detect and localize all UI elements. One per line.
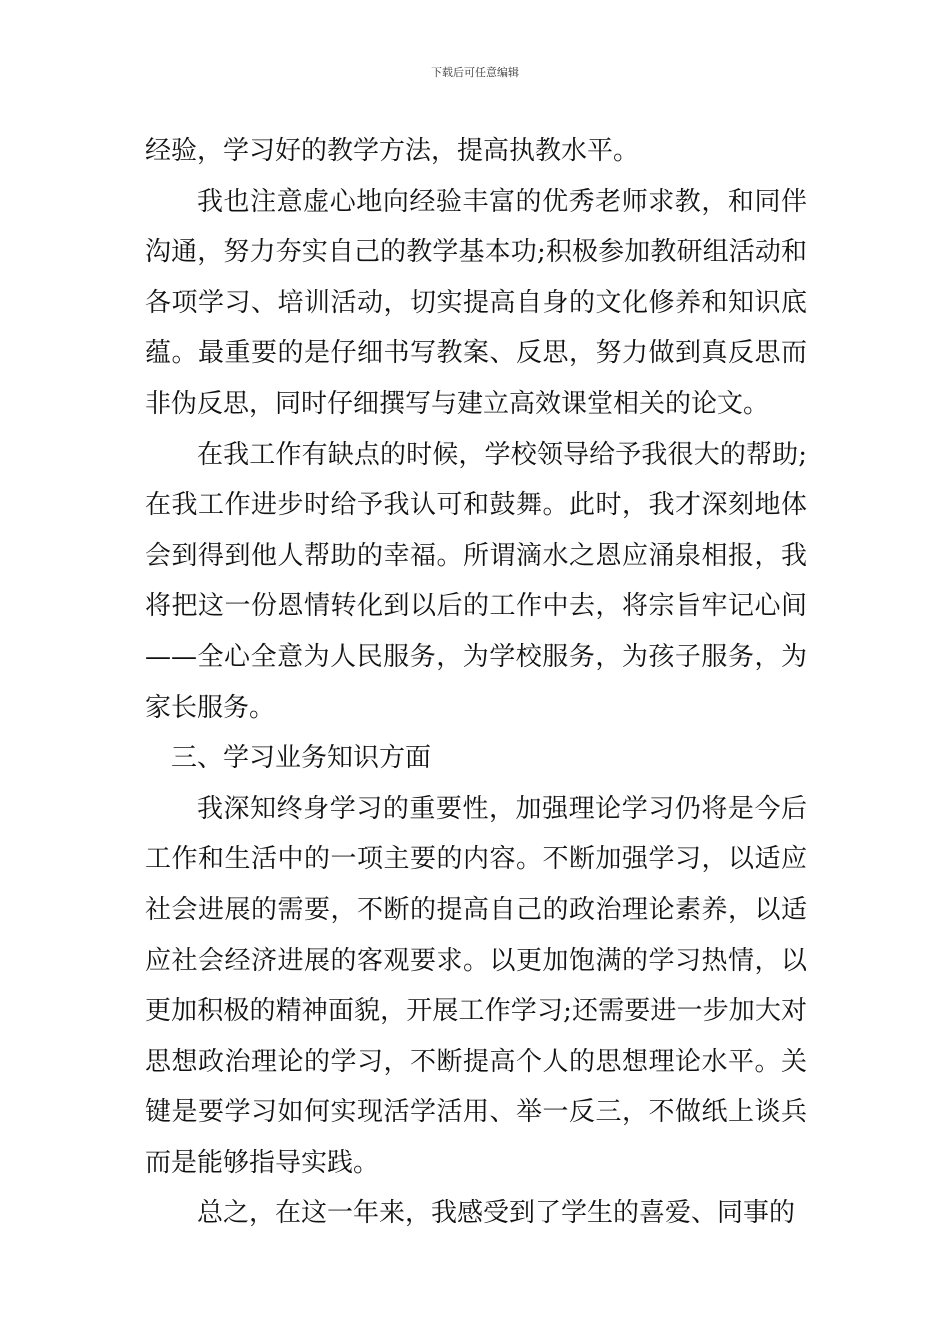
section-heading: 三、学习业务知识方面 xyxy=(171,743,432,774)
paragraph-continuation: 经验，学习好的教学方法，提高执教水平。 xyxy=(145,136,640,166)
page-header: 下载后可任意编辑 xyxy=(431,66,519,79)
paragraph-teaching-skills: 我也注意虚心地向经验丰富的优秀老师求教，和同伴沟通，努力夯实自己的教学基本功;积极参加教研组活动和各项学习、培训活动，切实提高自身的文化修养和知识底蕴。最重要的是仔细书写教案、反思，努力做到真反思而非伪反思，同时仔细撰写与建立高效课堂相关的论文。 xyxy=(145,186,807,419)
paragraph-summary: 总之，在这一年来，我感受到了学生的喜爱、同事的 xyxy=(197,1198,796,1229)
paragraph-lifelong-learning: 我深知终身学习的重要性，加强理论学习仍将是今后工作和生活中的一项主要的内容。不断加强学习，以适应社会进展的需要，不断的提高自己的政治理论素养，以适应社会经济进展的客观要求。以更加饱满的学习热情，以更加积极的精神面貌，开展工作学习;还需要进一步加大对思想政治理论的学习，不断提高个人的思想理论水平。关键是要学习如何实现活学活用、举一反三，不做纸上谈兵而是能够指导实践。 xyxy=(145,793,807,1178)
paragraph-gratitude: 在我工作有缺点的时候，学校领导给予我很大的帮助;在我工作进步时给予我认可和鼓舞。此时，我才深刻地体会到得到他人帮助的幸福。所谓滴水之恩应涌泉相报，我将把这一份恩情转化到以后的工作中去，将宗旨牢记心间——全心全意为人民服务，为学校服务，为孩子服务，为家长服务。 xyxy=(145,439,807,723)
document-body xyxy=(145,126,807,1239)
